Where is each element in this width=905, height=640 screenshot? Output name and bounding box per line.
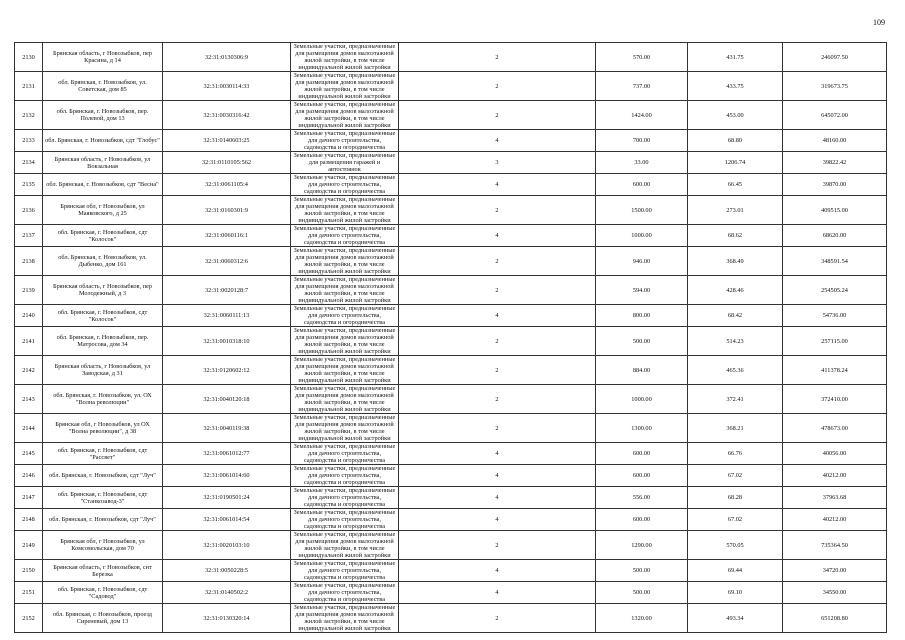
area-cell: 1000.00	[596, 225, 688, 247]
group-cell: 4	[399, 509, 596, 531]
cadastral-number-cell: 32:31:0130320:14	[163, 604, 291, 633]
table-row	[15, 72, 887, 101]
group-cell: 4	[399, 487, 596, 509]
land-purpose-cell: Земельные участки, предназначенные для размещения домов малоэтажной жилой застройки, в том числе индивидуальной жилой застройки	[291, 247, 399, 276]
land-purpose-cell: Земельные участки, предназначенные для дачного строительства, садоводства и огородничества	[291, 487, 399, 509]
cadastral-number-cell: 32:31:0120602:12	[163, 356, 291, 385]
group-cell: 4	[399, 225, 596, 247]
cadastral-value-cell: 254505.24	[783, 276, 887, 305]
cadastral-number-cell: 32:31:0060116:1	[163, 225, 291, 247]
specific-value-cell: 67.02	[688, 465, 783, 487]
row-number-cell: 2151	[15, 582, 43, 604]
specific-value-cell: 67.02	[688, 509, 783, 531]
address-cell: обл. Брянская, г. Новозыбков, сдт "Весна"	[43, 174, 163, 196]
group-cell: 2	[399, 385, 596, 414]
cadastral-value-cell: 34720.00	[783, 560, 887, 582]
specific-value-cell: 68.62	[688, 225, 783, 247]
address-cell: Брянская область, г Новозыбков, пер Молодежный, д 3	[43, 276, 163, 305]
address-cell: обл. Брянская, г. Новозыбков, сдт "Глобус"	[43, 130, 163, 152]
land-purpose-cell: Земельные участки, предназначенные для дачного строительства, садоводства и огородничества	[291, 225, 399, 247]
row-number-cell: 2134	[15, 152, 43, 174]
area-cell: 1500.00	[596, 196, 688, 225]
specific-value-cell: 69.10	[688, 582, 783, 604]
area-cell: 500.00	[596, 582, 688, 604]
area-cell: 1320.00	[596, 604, 688, 633]
cadastral-value-cell: 257115.00	[783, 327, 887, 356]
land-purpose-cell: Земельные участки, предназначенные для размещения домов малоэтажной жилой застройки, в том числе индивидуальной жилой застройки	[291, 356, 399, 385]
group-cell: 2	[399, 43, 596, 72]
row-number-cell: 2149	[15, 531, 43, 560]
land-purpose-cell: Земельные участки, предназначенные для дачного строительства, садоводства и огородничества	[291, 509, 399, 531]
address-cell: обл. Брянская, г. Новозыбков, ул. Дыбенко, дом 161	[43, 247, 163, 276]
table-row	[15, 196, 887, 225]
specific-value-cell: 428.46	[688, 276, 783, 305]
address-cell: обл. Брянская, г. Новозыбков, ул. Советская, дом 85	[43, 72, 163, 101]
cadastral-value-cell: 37963.68	[783, 487, 887, 509]
cadastral-value-cell: 372410.00	[783, 385, 887, 414]
table-row	[15, 443, 887, 465]
area-cell: 884.00	[596, 356, 688, 385]
table-row	[15, 43, 887, 72]
land-purpose-cell: Земельные участки, предназначенные для дачного строительства, садоводства и огородничества	[291, 582, 399, 604]
table-row	[15, 487, 887, 509]
land-purpose-cell: Земельные участки, предназначенные для размещения домов малоэтажной жилой застройки, в том числе индивидуальной жилой застройки	[291, 604, 399, 633]
area-cell: 700.00	[596, 130, 688, 152]
land-purpose-cell: Земельные участки, предназначенные для размещения домов малоэтажной жилой застройки, в том числе индивидуальной жилой застройки	[291, 196, 399, 225]
cadastral-number-cell: 32:31:0040119:38	[163, 414, 291, 443]
row-number-cell: 2145	[15, 443, 43, 465]
group-cell: 2	[399, 414, 596, 443]
table-row	[15, 305, 887, 327]
group-cell: 2	[399, 604, 596, 633]
group-cell: 4	[399, 465, 596, 487]
area-cell: 1424.00	[596, 101, 688, 130]
row-number-cell: 2137	[15, 225, 43, 247]
cadastral-number-cell: 32:31:0140603:25	[163, 130, 291, 152]
cadastral-number-cell: 32:31:0061012:77	[163, 443, 291, 465]
cadastral-number-cell: 32:31:0190501:24	[163, 487, 291, 509]
cadastral-number-cell: 32:31:0160301:9	[163, 196, 291, 225]
row-number-cell: 2144	[15, 414, 43, 443]
land-purpose-cell: Земельные участки, предназначенные для размещения домов малоэтажной жилой застройки, в том числе индивидуальной жилой застройки	[291, 72, 399, 101]
row-number-cell: 2135	[15, 174, 43, 196]
group-cell: 4	[399, 443, 596, 465]
address-cell: обл. Брянская, г. Новозыбков, пер. Полевой, дом 13	[43, 101, 163, 130]
row-number-cell: 2141	[15, 327, 43, 356]
land-purpose-cell: Земельные участки, предназначенные для дачного строительства, садоводства и огородничества	[291, 130, 399, 152]
cadastral-value-cell: 34550.00	[783, 582, 887, 604]
group-cell: 2	[399, 247, 596, 276]
cadastral-number-cell: 32:31:0061105:4	[163, 174, 291, 196]
area-cell: 570.00	[596, 43, 688, 72]
table-row	[15, 247, 887, 276]
group-cell: 2	[399, 101, 596, 130]
group-cell: 2	[399, 356, 596, 385]
cadastral-number-cell: 32:31:0061014:60	[163, 465, 291, 487]
cadastral-value-cell: 645072.00	[783, 101, 887, 130]
table-row	[15, 509, 887, 531]
specific-value-cell: 273.01	[688, 196, 783, 225]
address-cell: Брянская обл, г Новозыбков, ул Маяковского, д 25	[43, 196, 163, 225]
group-cell: 2	[399, 531, 596, 560]
address-cell: обл. Брянская, г. Новозыбков, сдт "Колосок"	[43, 225, 163, 247]
specific-value-cell: 66.45	[688, 174, 783, 196]
table-row	[15, 174, 887, 196]
table-row	[15, 225, 887, 247]
specific-value-cell: 68.80	[688, 130, 783, 152]
group-cell: 4	[399, 130, 596, 152]
address-cell: обл. Брянская, г. Новозыбков, сдт "Колосок"	[43, 305, 163, 327]
row-number-cell: 2150	[15, 560, 43, 582]
group-cell: 3	[399, 152, 596, 174]
cadastral-number-cell: 32:31:0061014:54	[163, 509, 291, 531]
specific-value-cell: 68.42	[688, 305, 783, 327]
table-row	[15, 327, 887, 356]
address-cell: Брянская обл, г Новозыбков, ул Комсомольская, дом 70	[43, 531, 163, 560]
row-number-cell: 2143	[15, 385, 43, 414]
area-cell: 1290.00	[596, 531, 688, 560]
cadastral-value-table	[14, 42, 887, 633]
cadastral-value-cell: 48160.00	[783, 130, 887, 152]
group-cell: 4	[399, 174, 596, 196]
address-cell: Брянская область, г Новозыбков, ул Вокзальная	[43, 152, 163, 174]
area-cell: 33.00	[596, 152, 688, 174]
specific-value-cell: 431.75	[688, 43, 783, 72]
area-cell: 946.00	[596, 247, 688, 276]
table-row	[15, 531, 887, 560]
specific-value-cell: 433.75	[688, 72, 783, 101]
specific-value-cell: 1206.74	[688, 152, 783, 174]
cadastral-value-cell: 409515.00	[783, 196, 887, 225]
row-number-cell: 2146	[15, 465, 43, 487]
row-number-cell: 2147	[15, 487, 43, 509]
cadastral-value-cell: 54736.00	[783, 305, 887, 327]
specific-value-cell: 368.49	[688, 247, 783, 276]
table-row	[15, 465, 887, 487]
row-number-cell: 2132	[15, 101, 43, 130]
area-cell: 594.00	[596, 276, 688, 305]
specific-value-cell: 493.34	[688, 604, 783, 633]
cadastral-number-cell: 32:31:0010318:10	[163, 327, 291, 356]
land-purpose-cell: Земельные участки, предназначенные для размещения домов малоэтажной жилой застройки, в том числе индивидуальной жилой застройки	[291, 531, 399, 560]
group-cell: 4	[399, 582, 596, 604]
page-number: 109	[873, 18, 885, 27]
land-purpose-cell: Земельные участки, предназначенные для размещения домов малоэтажной жилой застройки, в том числе индивидуальной жилой застройки	[291, 414, 399, 443]
cadastral-number-cell: 32:31:0030316:42	[163, 101, 291, 130]
row-number-cell: 2152	[15, 604, 43, 633]
row-number-cell: 2140	[15, 305, 43, 327]
table-body	[15, 43, 887, 633]
cadastral-number-cell: 32:31:0020128:7	[163, 276, 291, 305]
land-purpose-cell: Земельные участки, предназначенные для размещения гаражей и автостоянок	[291, 152, 399, 174]
specific-value-cell: 66.76	[688, 443, 783, 465]
address-cell: обл. Брянская, г. Новозыбков, сдт "Луч"	[43, 465, 163, 487]
land-purpose-cell: Земельные участки, предназначенные для дачного строительства, садоводства и огородничества	[291, 443, 399, 465]
cadastral-value-cell: 651208.80	[783, 604, 887, 633]
table-row	[15, 560, 887, 582]
table-row	[15, 130, 887, 152]
table-row	[15, 276, 887, 305]
row-number-cell: 2148	[15, 509, 43, 531]
cadastral-number-cell: 32:31:0130306:9	[163, 43, 291, 72]
area-cell: 1000.00	[596, 385, 688, 414]
cadastral-value-cell: 40212.00	[783, 465, 887, 487]
cadastral-number-cell: 32:31:0050228:5	[163, 560, 291, 582]
group-cell: 2	[399, 276, 596, 305]
address-cell: Брянская область, г Новозыбков, пер Красина, д 14	[43, 43, 163, 72]
area-cell: 600.00	[596, 174, 688, 196]
row-number-cell: 2142	[15, 356, 43, 385]
area-cell: 500.00	[596, 560, 688, 582]
cadastral-value-cell: 735364.50	[783, 531, 887, 560]
row-number-cell: 2131	[15, 72, 43, 101]
address-cell: Брянская обл, г Новозыбков, ул ОХ "Волна революции", д 38	[43, 414, 163, 443]
row-number-cell: 2136	[15, 196, 43, 225]
table-row	[15, 582, 887, 604]
land-purpose-cell: Земельные участки, предназначенные для размещения домов малоэтажной жилой застройки, в том числе индивидуальной жилой застройки	[291, 101, 399, 130]
cadastral-value-cell: 411378.24	[783, 356, 887, 385]
address-cell: Брянская область, г Новозыбков, ул Заводская, д 31	[43, 356, 163, 385]
land-purpose-cell: Земельные участки, предназначенные для размещения домов малоэтажной жилой застройки, в том числе индивидуальной жилой застройки	[291, 385, 399, 414]
specific-value-cell: 368.21	[688, 414, 783, 443]
table-row	[15, 385, 887, 414]
area-cell: 800.00	[596, 305, 688, 327]
table-row	[15, 356, 887, 385]
group-cell: 2	[399, 327, 596, 356]
cadastral-value-cell: 68620.00	[783, 225, 887, 247]
specific-value-cell: 570.05	[688, 531, 783, 560]
area-cell: 1300.00	[596, 414, 688, 443]
row-number-cell: 2139	[15, 276, 43, 305]
cadastral-number-cell: 32:31:0060312:6	[163, 247, 291, 276]
cadastral-number-cell: 32:31:0020103:10	[163, 531, 291, 560]
cadastral-value-cell: 39870.00	[783, 174, 887, 196]
area-cell: 600.00	[596, 443, 688, 465]
area-cell: 500.00	[596, 327, 688, 356]
cadastral-number-cell: 32:31:0110105:562	[163, 152, 291, 174]
land-purpose-cell: Земельные участки, предназначенные для дачного строительства, садоводства и огородничества	[291, 465, 399, 487]
specific-value-cell: 68.28	[688, 487, 783, 509]
table-row	[15, 414, 887, 443]
land-purpose-cell: Земельные участки, предназначенные для размещения домов малоэтажной жилой застройки, в том числе индивидуальной жилой застройки	[291, 327, 399, 356]
specific-value-cell: 372.41	[688, 385, 783, 414]
address-cell: обл. Брянская, г. Новозыбков, сдт "Садовод"	[43, 582, 163, 604]
cadastral-value-cell: 348591.54	[783, 247, 887, 276]
group-cell: 2	[399, 196, 596, 225]
row-number-cell: 2138	[15, 247, 43, 276]
land-purpose-cell: Земельные участки, предназначенные для дачного строительства, садоводства и огородничества	[291, 560, 399, 582]
specific-value-cell: 514.23	[688, 327, 783, 356]
cadastral-value-cell: 478673.00	[783, 414, 887, 443]
address-cell: обл. Брянская, г. Новозыбков, сдт "Станкозавод-3"	[43, 487, 163, 509]
table-row	[15, 604, 887, 633]
group-cell: 4	[399, 305, 596, 327]
row-number-cell: 2130	[15, 43, 43, 72]
cadastral-value-cell: 39822.42	[783, 152, 887, 174]
cadastral-number-cell: 32:31:0040120:18	[163, 385, 291, 414]
land-purpose-cell: Земельные участки, предназначенные для размещения домов малоэтажной жилой застройки, в том числе индивидуальной жилой застройки	[291, 43, 399, 72]
specific-value-cell: 465.36	[688, 356, 783, 385]
area-cell: 556.00	[596, 487, 688, 509]
cadastral-value-cell: 40212.00	[783, 509, 887, 531]
specific-value-cell: 453.00	[688, 101, 783, 130]
group-cell: 2	[399, 72, 596, 101]
address-cell: Брянская область, г Новозыбков, снт Березка	[43, 560, 163, 582]
cadastral-number-cell: 32:31:0060111:13	[163, 305, 291, 327]
area-cell: 600.00	[596, 465, 688, 487]
land-purpose-cell: Земельные участки, предназначенные для дачного строительства, садоводства и огородничества	[291, 305, 399, 327]
cadastral-value-cell: 246097.50	[783, 43, 887, 72]
cadastral-value-cell: 319673.75	[783, 72, 887, 101]
group-cell: 4	[399, 560, 596, 582]
area-cell: 737.00	[596, 72, 688, 101]
address-cell: обл. Брянская, г. Новозыбков, сдт "Луч"	[43, 509, 163, 531]
table-row	[15, 152, 887, 174]
address-cell: обл. Брянская, г. Новозыбков, пер. Матросова, дом 34	[43, 327, 163, 356]
cadastral-number-cell: 32:31:0030114:33	[163, 72, 291, 101]
cadastral-number-cell: 32:31:0140502:2	[163, 582, 291, 604]
table-row	[15, 101, 887, 130]
land-purpose-cell: Земельные участки, предназначенные для размещения домов малоэтажной жилой застройки, в том числе индивидуальной жилой застройки	[291, 276, 399, 305]
specific-value-cell: 69.44	[688, 560, 783, 582]
address-cell: обл. Брянская, г. Новозыбков, ул. ОХ "Волна революции"	[43, 385, 163, 414]
address-cell: обл. Брянская, г. Новозыбков, проезд Сиреневый, дом 13	[43, 604, 163, 633]
land-purpose-cell: Земельные участки, предназначенные для дачного строительства, садоводства и огородничества	[291, 174, 399, 196]
cadastral-value-cell: 40056.00	[783, 443, 887, 465]
address-cell: обл. Брянская, г. Новозыбков, сдт "Рассвет"	[43, 443, 163, 465]
area-cell: 600.00	[596, 509, 688, 531]
row-number-cell: 2133	[15, 130, 43, 152]
